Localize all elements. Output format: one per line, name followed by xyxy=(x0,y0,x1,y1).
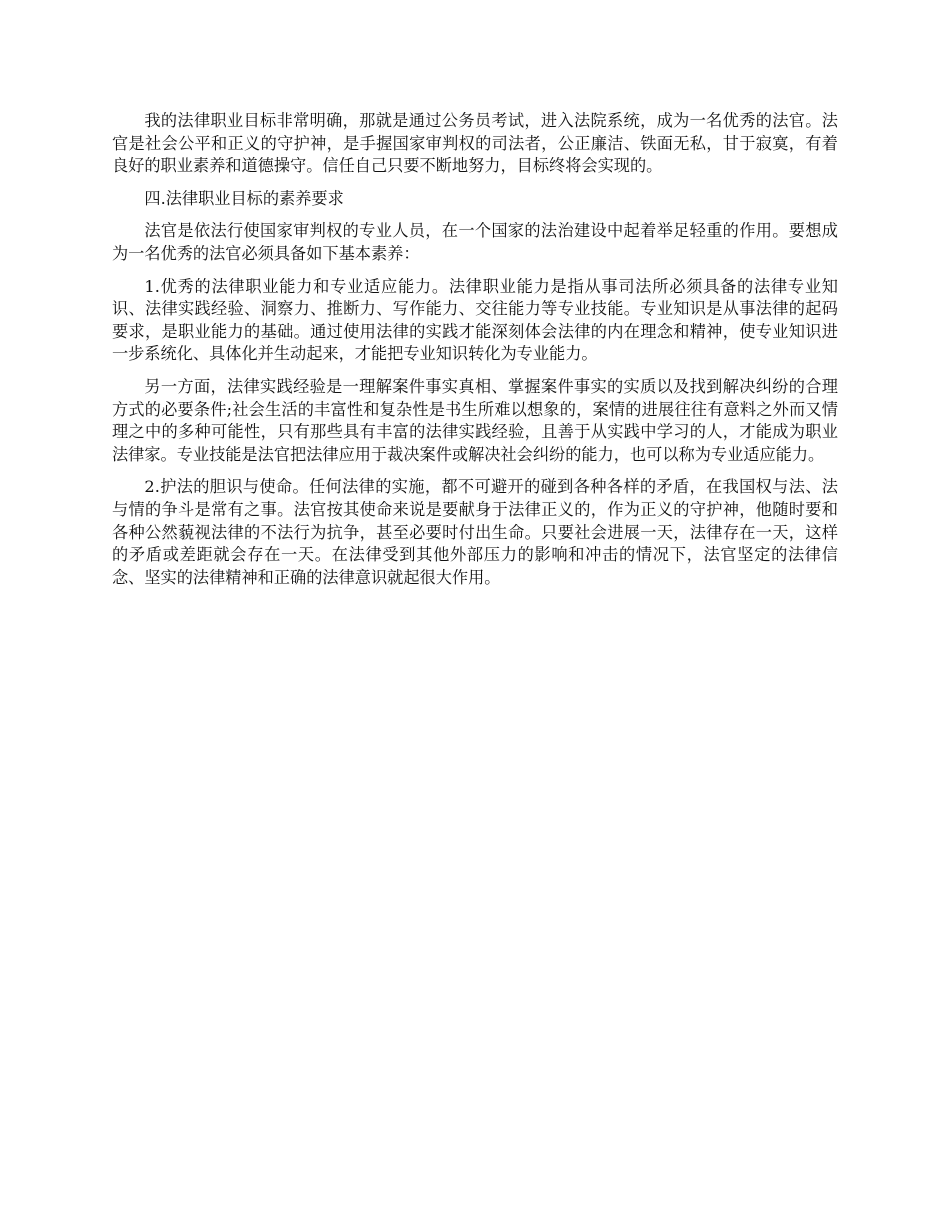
section-heading-qualification-requirements: 四.法律职业目标的素养要求 xyxy=(144,188,344,208)
document-body xyxy=(112,110,838,599)
paragraph-career-goal: 我的法律职业目标非常明确，那就是通过公务员考试，进入法院系统，成为一名优秀的法官。法官是社会公平和正义的守护神，是手握国家审判权的司法者，公正廉洁、铁面无私，甘于寂寞，有着良好的职业素养和道德操守。信任自己只要不断地努力，目标终将会实现的。 xyxy=(112,111,838,176)
paragraph-practical-experience: 另一方面，法律实践经验是一理解案件事实真相、掌握案件事实的实质以及找到解决纠纷的合理方式的必要条件;社会生活的丰富性和复杂性是书生所难以想象的，案情的进展往往有意料之外而又情理之中的多种可能性，只有那些具有丰富的法律实践经验，且善于从实践中学习的人，才能成为职业法律家。专业技能是法官把法律应用于裁决案件或解决社会纠纷的能力，也可以称为专业适应能力。 xyxy=(112,376,838,464)
paragraph-professional-ability: 1.优秀的法律职业能力和专业适应能力。法律职业能力是指从事司法所必须具备的法律专业知识、法律实践经验、洞察力、推断力、写作能力、交往能力等专业技能。专业知识是从事法律的起码要求，是职业能力的基础。通过使用法律的实践才能深刻体会法律的内在理念和精神，使专业知识进一步系统化、具体化并生动起来，才能把专业知识转化为专业能力。 xyxy=(112,276,838,364)
paragraph-courage-and-mission: 2.护法的胆识与使命。任何法律的实施，都不可避开的碰到各种各样的矛盾，在我国权与法、法与情的争斗是常有之事。法官按其使命来说是要献身于法律正义的，作为正义的守护神，他随时要和各种公然藐视法律的不法行为抗争，甚至必要时付出生命。只要社会进展一天，法律存在一天，这样的矛盾或差距就会存在一天。在法律受到其他外部压力的影响和冲击的情况下，法官坚定的法律信念、坚实的法律精神和正确的法律意识就起很大作用。 xyxy=(112,477,838,587)
paragraph-judge-intro: 法官是依法行使国家审判权的专业人员，在一个国家的法治建设中起着举足轻重的作用。要想成为一名优秀的法官必须具备如下基本素养： xyxy=(112,221,838,263)
